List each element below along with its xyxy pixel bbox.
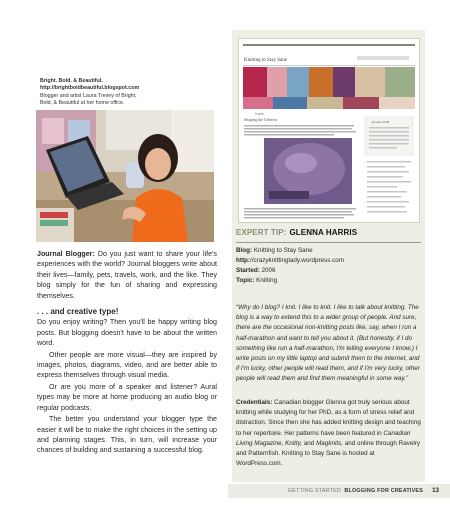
credentials-label: Credentials: [236, 399, 273, 406]
journal-blogger-text: Do you just want to share your life's experiences with the world? Journal bloggers write about their lives—family, pets, travels, work, and the like. They blog simply for the fun of sharing and expressing themselves. [37, 250, 217, 300]
credentials-text: and [302, 439, 317, 447]
meta-value: Knitting [254, 277, 278, 284]
paragraph: Do you enjoy writing? Then you'll be happy writing blog posts. But blogging doesn't have to be about the written word. [37, 318, 217, 348]
meta-key: Blog: [236, 247, 253, 254]
page-footer [228, 484, 450, 498]
screenshot-header-photos [243, 67, 415, 109]
credentials-text: and online through Ravelry and Patternfish. Knitting to Stay Sane is hosted at WordPress.com. [236, 439, 421, 468]
section-heading: . . . and creative type! [37, 307, 119, 317]
paragraph: Or are you more of a speaker and listener? Aural types may be more at home producing an audio blog or regular podcasts. [37, 382, 217, 412]
expert-tip-meta [236, 246, 421, 286]
screenshot-calendar: January 2009 [371, 120, 390, 124]
footer-title: BLOGGING FOR CREATIVES [344, 488, 423, 494]
photo-caption [40, 78, 180, 108]
expert-tip-heading [236, 228, 421, 237]
footer-section: GETTING STARTED [287, 488, 342, 494]
screenshot-post-title: Shaping the Ueberm [244, 117, 277, 122]
caption-blog-name: Bright. Bold. & Beautiful. [40, 78, 103, 84]
meta-key: Started: [236, 267, 260, 274]
meta-key: Topic: [236, 277, 255, 284]
meta-key: http: [236, 257, 250, 264]
meta-value: 2006 [259, 267, 276, 274]
meta-value: Knitting to Stay Sane [252, 247, 313, 254]
meta-value: //crazyknittinglady.wordpress.com [249, 257, 345, 264]
caption-url: http://brightboldbeautiful.blogspot.com [40, 85, 140, 92]
paragraph: The better you understand your blogger type the easier it will be to make the right choices in the setting up and planning stages. This, in turn, will increase your chances of building and sustaining a successful blog. [37, 415, 217, 455]
credentials-text: Canadian Living Magazine, Knitty, [236, 429, 411, 447]
page-number: 13 [432, 487, 439, 494]
running-footer [288, 488, 423, 494]
journal-blogger-lead: Journal Blogger: [37, 250, 95, 258]
main-body-text [37, 249, 217, 457]
credentials-text: Canadian blogger Glenna got truly serious about knitting while studying for her PhD, as a form of stress relief and distraction. Since then she has added knitting design and teaching to her repertoire. Her patterns have been featured in [236, 399, 421, 437]
screenshot-blog-title: Knitting to Stay Sane [244, 58, 287, 63]
credentials-text: Magknits, [316, 439, 344, 447]
blogger-photo [36, 110, 214, 242]
expert-quote: “Why do I blog? I knit. I like to knit. I like to talk about knitting. The blog is a way to extend this to a wider group of people. And sure, there are the occasional non-knitting posts like, say, when I run a half-marathon and want to tell you about it. (But honestly, if I do something like run a half-marathon, I'm telling everyone I know.) I write posts on my little laptop and submit them to the internet, and if I'm lucky, other people will read them, and if I'm very lucky, other people will read them and find them meaningful in some way.” [236, 304, 420, 383]
paragraph: Other people are more visual—they are inspired by images, photos, diagrams, video, and are better able to express themselves through visual media. [37, 350, 217, 380]
expert-tip-label: EXPERT TIP: [236, 228, 287, 237]
expert-credentials [236, 398, 422, 469]
expert-name: GLENNA HARRIS [289, 228, 358, 237]
screenshot-nav: Home [255, 112, 265, 116]
blog-screenshot [238, 38, 420, 223]
divider [236, 242, 421, 243]
caption-line: Blogger and artist Laura Trevey of Bright, [40, 92, 137, 99]
caption-line: Bold, & Beautiful at her home office. [40, 100, 125, 107]
